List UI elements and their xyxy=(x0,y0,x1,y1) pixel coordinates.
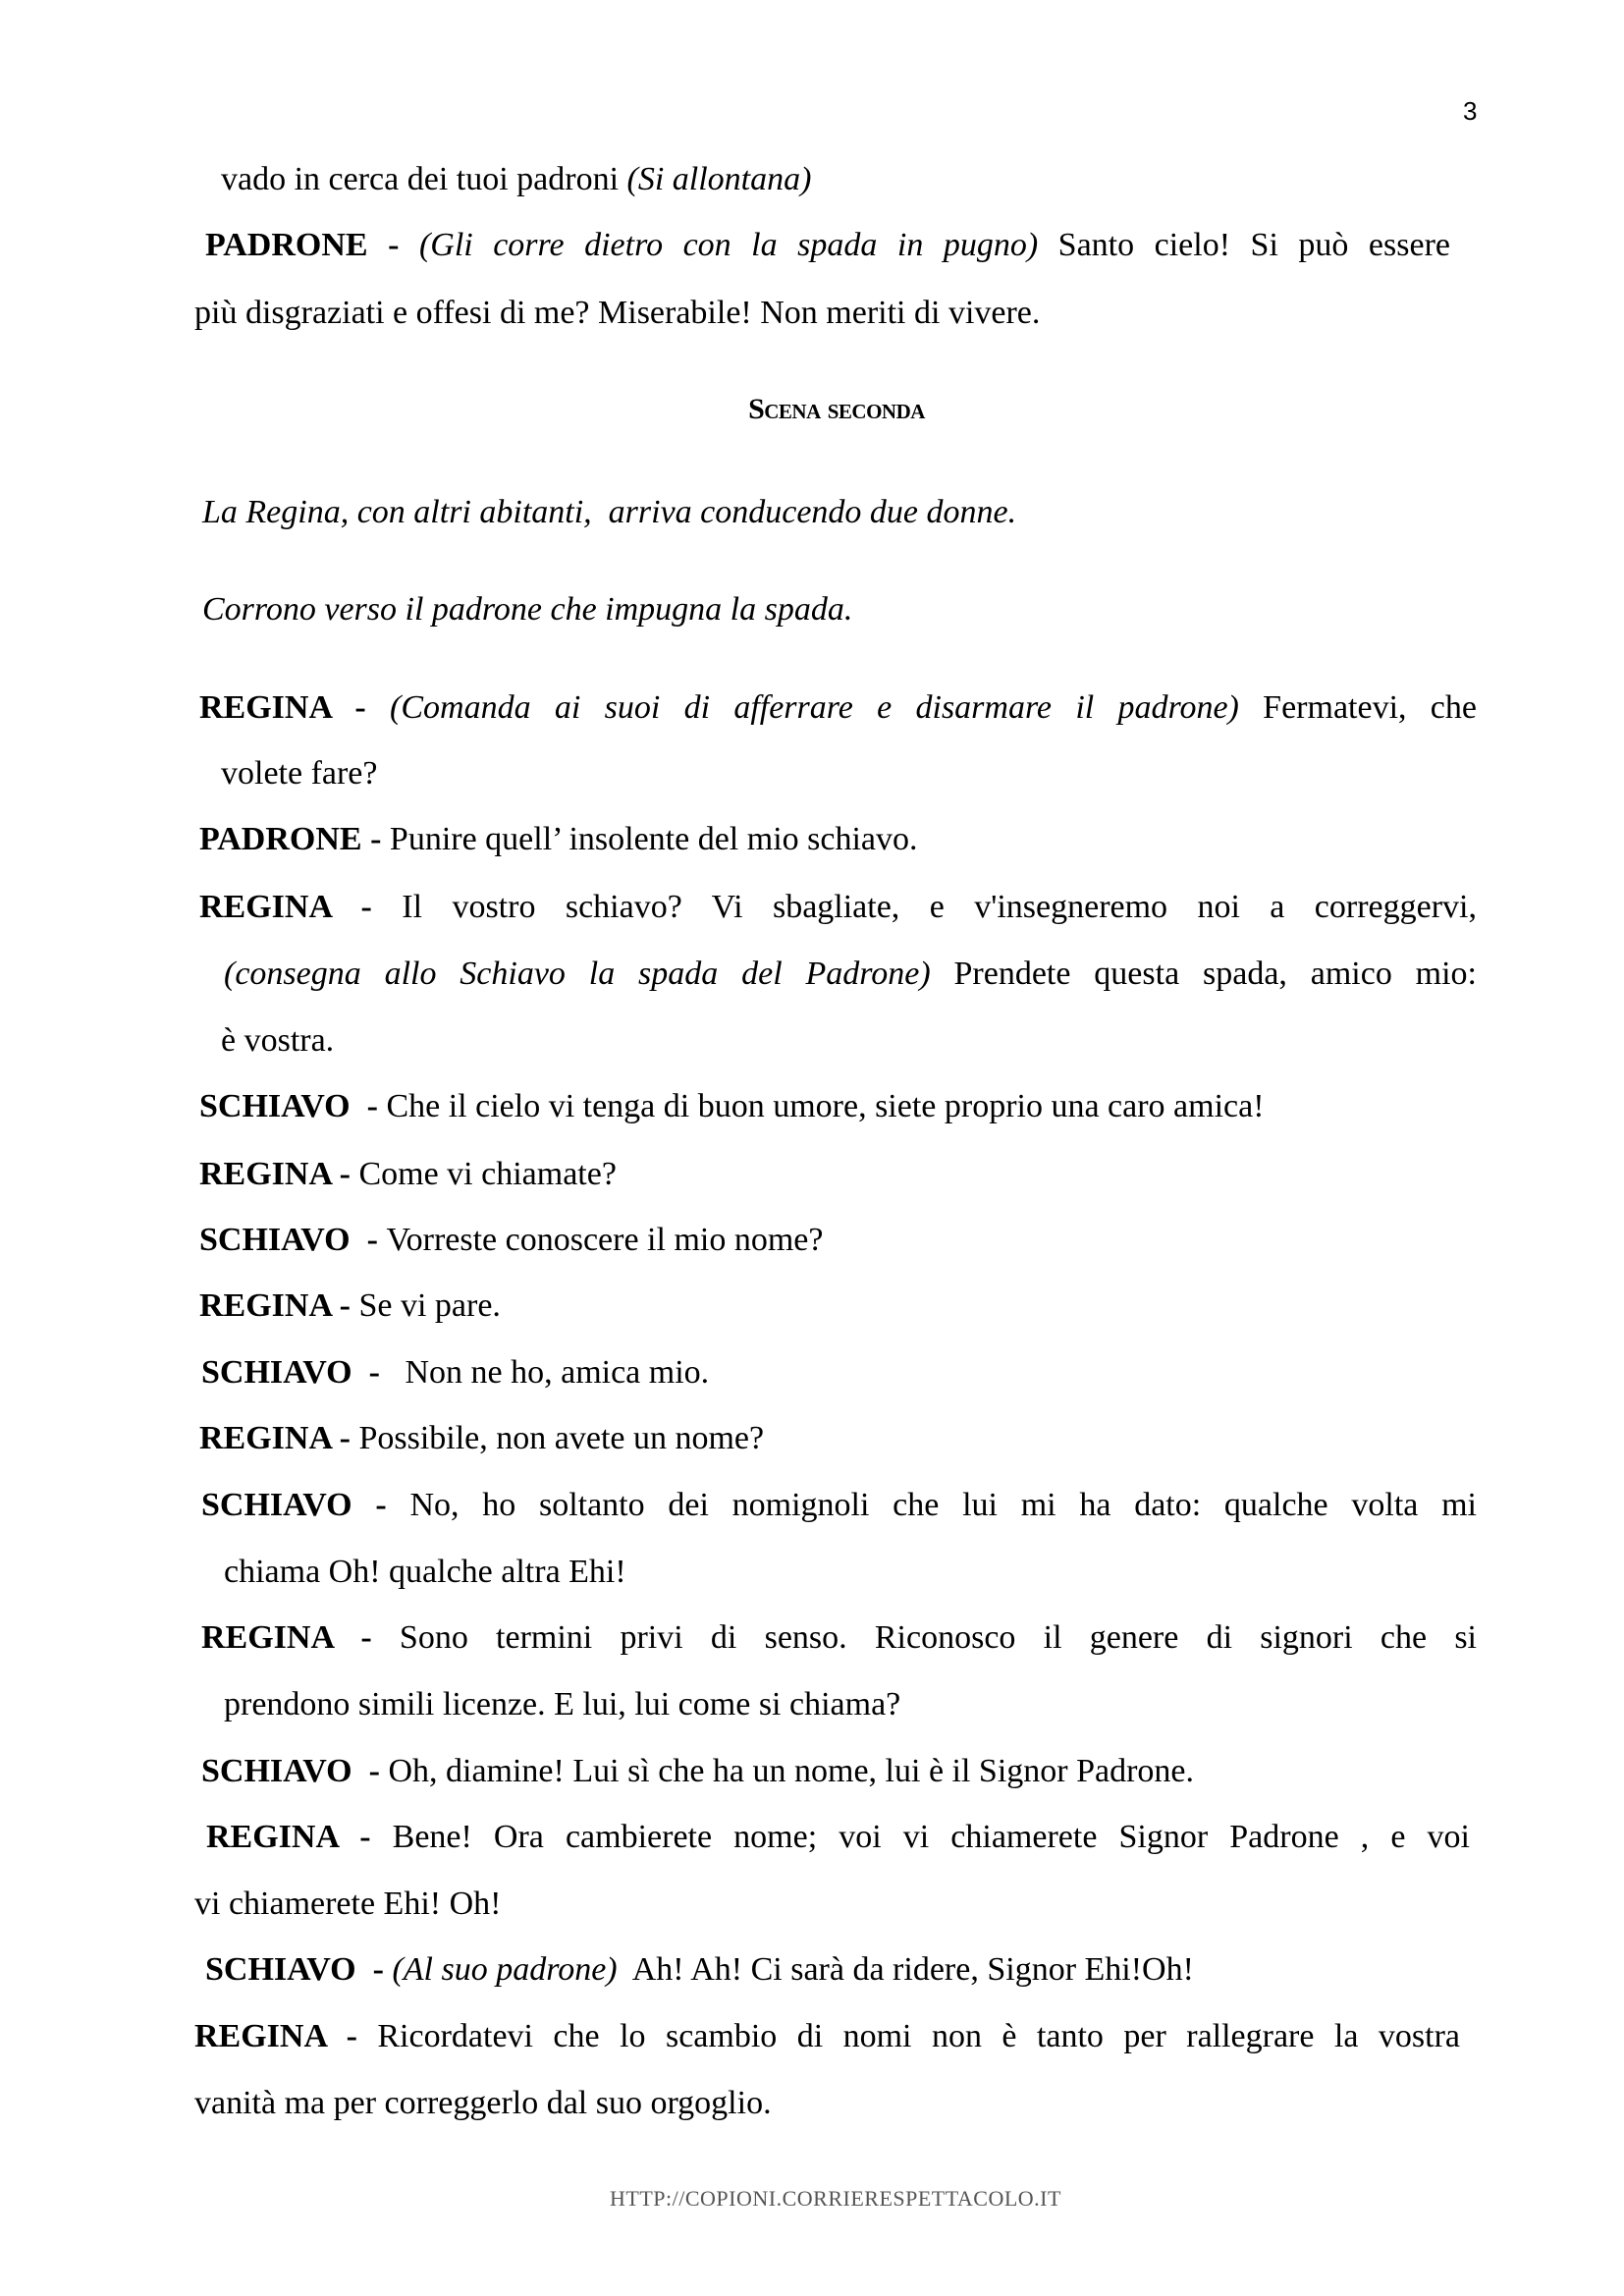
dialogue-text: volete fare? xyxy=(221,755,378,792)
script-line xyxy=(194,2015,1460,2058)
script-line xyxy=(224,953,1477,996)
stage-direction: La Regina, con altri abitanti, arriva conducendo due donne. xyxy=(202,494,1017,530)
speaker-name: SCHIAVO - xyxy=(201,1487,410,1523)
script-line xyxy=(199,1085,1265,1128)
script-line xyxy=(201,1616,1477,1660)
dialogue-text: Possibile, non avete un nome? xyxy=(358,1420,765,1456)
speaker-name: REGINA - xyxy=(199,1156,359,1192)
script-line xyxy=(194,292,1040,335)
dialogue-text: Come vi chiamate? xyxy=(358,1156,617,1192)
stage-direction: (Si allontana) xyxy=(626,161,812,197)
dialogue-text: vado in cerca dei tuoi padroni xyxy=(221,161,627,197)
script-line xyxy=(202,588,852,631)
script-line xyxy=(202,491,1016,534)
speaker-name: REGINA - xyxy=(199,1287,359,1324)
speaker-name: REGINA - xyxy=(201,1619,400,1656)
script-line xyxy=(199,1285,501,1328)
dialogue-text: vi chiamerete Ehi! Oh! xyxy=(194,1886,502,1922)
stage-direction: (Comanda ai suoi di afferrare e disarmare il padrone) xyxy=(390,689,1239,726)
stage-direction: (Gli corre dietro con la spada in pugno) xyxy=(418,227,1039,263)
script-line xyxy=(199,1417,764,1460)
dialogue-text: Punire quell’ insolente del mio schiavo. xyxy=(389,821,918,857)
speaker-name: SCHIAVO - xyxy=(205,1951,393,1988)
speaker-name: SCHIAVO - xyxy=(201,1753,389,1789)
script-line xyxy=(199,1219,823,1262)
dialogue-text: Se vi pare. xyxy=(358,1287,501,1324)
dialogue-text: Il vostro schiavo? Vi sbagliate, e v'insegneremo noi a correggervi, xyxy=(402,889,1477,925)
script-line xyxy=(221,752,378,795)
page-number: 3 xyxy=(1463,96,1478,126)
script-line xyxy=(199,818,918,861)
dialogue-text: Santo cielo! Si può essere xyxy=(1038,227,1450,263)
script-line xyxy=(205,1948,1194,1992)
script-line xyxy=(224,1551,626,1594)
script-line xyxy=(194,2082,772,2125)
speaker-name: REGINA - xyxy=(194,2018,378,2054)
dialogue-text: No, ho soltanto dei nomignoli che lui mi ha dato: qualche volta mi xyxy=(409,1487,1477,1523)
script-line xyxy=(199,686,1477,730)
scene-title: Scena seconda xyxy=(748,393,925,425)
speaker-name: REGINA - xyxy=(206,1819,393,1855)
dialogue-text: Ricordatevi che lo scambio di nomi non è tanto per rallegrare la vostra xyxy=(377,2018,1460,2054)
dialogue-text: Vorreste conoscere il mio nome? xyxy=(386,1222,824,1258)
dialogue-text: Sono termini privi di senso. Riconosco il genere di signori che si xyxy=(399,1619,1477,1656)
script-line xyxy=(201,1351,709,1394)
script-line xyxy=(199,1153,617,1196)
script-line xyxy=(201,1484,1477,1527)
speaker-name: SCHIAVO - xyxy=(199,1222,387,1258)
dialogue-text: Oh, diamine! Lui sì che ha un nome, lui è il Signor Padrone. xyxy=(388,1753,1195,1789)
stage-direction: (Al suo padrone) xyxy=(392,1951,618,1988)
dialogue-text: vanità ma per correggerlo dal suo orgoglio. xyxy=(194,2085,772,2121)
speaker-name: REGINA - xyxy=(199,689,391,726)
script-line xyxy=(206,1816,1470,1859)
speaker-name: PADRONE - xyxy=(205,227,419,263)
script-line xyxy=(221,1019,334,1063)
speaker-name: SCHIAVO - xyxy=(199,1088,387,1124)
script-line xyxy=(194,1883,501,1926)
dialogue-text: prendono simili licenze. E lui, lui come si chiama? xyxy=(224,1686,901,1722)
dialogue-text: è vostra. xyxy=(221,1022,335,1059)
script-line xyxy=(201,1750,1194,1793)
dialogue-text: Bene! Ora cambierete nome; voi vi chiamerete Signor Padrone , e voi xyxy=(392,1819,1470,1855)
dialogue-text: chiama Oh! qualche altra Ehi! xyxy=(224,1554,626,1590)
speaker-name: REGINA - xyxy=(199,1420,359,1456)
dialogue-text: Ah! Ah! Ci sarà da ridere, Signor Ehi!Oh! xyxy=(617,1951,1194,1988)
stage-direction: Corrono verso il padrone che impugna la spada. xyxy=(202,591,853,628)
dialogue-text: Fermatevi, che xyxy=(1238,689,1477,726)
speaker-name: PADRONE - xyxy=(199,821,390,857)
script-line xyxy=(224,1683,900,1726)
script-line xyxy=(221,158,811,201)
script-line xyxy=(199,886,1477,929)
dialogue-text: Che il cielo vi tenga di buon umore, siete proprio una caro amica! xyxy=(386,1088,1265,1124)
script-line xyxy=(205,224,1450,267)
dialogue-text: Non ne ho, amica mio. xyxy=(388,1354,710,1391)
stage-direction: (consegna allo Schiavo la spada del Padrone) xyxy=(224,956,931,992)
speaker-name: SCHIAVO - xyxy=(201,1354,389,1391)
speaker-name: REGINA - xyxy=(199,889,403,925)
footer-url: HTTP://COPIONI.CORRIERESPETTACOLO.IT xyxy=(610,2186,1061,2211)
dialogue-text: più disgraziati e offesi di me? Miserabile! Non meriti di vivere. xyxy=(194,295,1041,331)
dialogue-text: Prendete questa spada, amico mio: xyxy=(930,956,1478,992)
